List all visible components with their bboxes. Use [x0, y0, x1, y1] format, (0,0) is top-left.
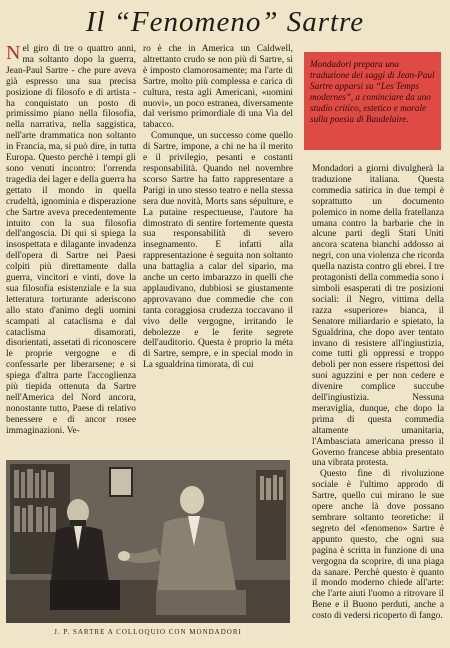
photo-sartre-mondadori: [6, 460, 290, 623]
paragraph: ro è che in America un Caldwell, altrettanto crudo se non più di Sartre, si è imposto clamorosamente; ma l'arte di Sartre, molto più complessa e carica di cultura, resta agli Americani, «uomini nuovi», un poco estranea, diversamente dal verismo primordiale di una Via del tabacco.: [143, 44, 293, 131]
paragraph: Comunque, un successo come quello di Sartre, impone, a chi ne ha il merito e il privilegio, pesanti e costanti responsabilità. Quando nel novembre scorso Sartre ha fatto rappresentare a Parigi in uno stesso teatro e nella stessa sera due novità, Morts sans sépulture, e La putaine respectueuse, l'autore ha dimostrato di sentire fortemente questa sua responsabilità di severo insegnamento. E infatti alla rappresentazione è seguita non soltanto una battaglia a calar del sipario, ma anche un certo imbarazzo in quelli che applaudivano, dubbiosi se giustamente approvavano due commedie che con tanta coraggiosa crudezza toccavano il vivo delle vergogne, irritando le debolezze e le ferite segrete dell'auditorio. Questa è proprio la méta di Sartre, sempre, e in special modo in La sgualdrina timorata, di cui: [143, 131, 293, 371]
paragraph: Mondadori a giorni divulgherà la traduzione italiana. Questa commedia satirica in due tempi è soprattutto un documento polemico in nome della fratellanza umana contro la barbarie che in alcune parti degli Stati Uniti ancora scatena bianchi addosso ai negri, con una violenza che ricorda quella nazista contro gli ebrei. I tre protagonisti della commedia sono i simboli esasperati di tre posizioni sociali: il Negro, vittima della razza «superiore» bianca, il Senatore miliardario e spietato, la Sgualdrina, che dopo aver tentato invano di resistere all'ingiustizia, come tutti gli oppressi e troppo deboli per non essere rispettosi dei suoi aguzzini e per non cedere e divenire complice succube dell'ingiustizia. Nessuna meraviglia, dunque, che dopo la prima di questa commedia altamente umanitaria, l'Ambasciata americana presso il Governo francese abbia presentato una vibrata protesta.: [312, 164, 444, 469]
intro-box: Mondadori prepara una traduzione dei saggi di Jean-Paul Sartre apparsi su “Les Temps modernes”, a cominciare da uno studio critico, estetico e morale sulla poesia di Baudelaire.: [304, 52, 441, 150]
drop-cap: N: [6, 44, 21, 64]
paragraph: Questo fine di rivoluzione sociale è l'ultimo approdo di Sartre, quello cui mirano le sue opere anche là dove possano sembrare soltanto teoretiche: il segreto del «fenomeno» Sartre è appunto questo, che ogni sua pagina è scritta in funzione di una vergogna da scoprire, di una piaga da sanare. Perchè questo è quanto il mondo moderno chiede all'arte: che l'arte aiuti l'uomo a ritrovare il Bene e il Buono perduti, anche a costo di vedersi ricoperto di fango.: [312, 469, 444, 622]
paragraph-text: el giro di tre o quattro anni, ma soltanto dopo la guerra, Jean-Paul Sartre - che pure aveva già espresso una sua precisa posizione di filosofo e di artista - ha conquistato un posto di primissimo piano nella filosofia, nella narrativa, nella saggistica, nell'arte drammatica non soltanto in Francia, ma, si può dire, in tutta Europa. Questo perchè i tempi gli sono venuti incontro: l'orrenda tragedia dei lager e della guerra ha gettato il mondo in quella crudeltà, ignominia e disperazione che Sartre aveva precedentemente intuito con la sua filosofia dell'angoscia. Di qui si spiega la insospettata e dilagante invadenza dell'opera di Sartre nei Paesi colpiti più direttamente dalla guerra, vincitori e vinti, dove la sua filosofia esistenziale e la sua letteratura torturante aderiscono allo stato d'animo degli uomini scampati al cataclisma e dal cataclisma disamorati, disorientati, assetati di riconoscere le proprie vergogne e di confessarle per liberarsene; e si spiega d'altra parte l'accoglienza più tiepida ottenuta da Sartre nell'America del Nord ancora, nonostante tutto, Paese di relativo benessere e di ancor rosee immaginazioni. Ve-: [6, 44, 136, 436]
article-title: Il “Fenomeno” Sartre: [85, 6, 365, 38]
text-column-3: [312, 164, 444, 645]
text-column-1: [6, 44, 136, 457]
photo-illustration: [6, 460, 290, 623]
photo-caption: J. P. SARTRE A COLLOQUIO CON MONDADORI: [54, 628, 242, 636]
paragraph: [6, 44, 136, 437]
text-column-2: [143, 44, 293, 457]
